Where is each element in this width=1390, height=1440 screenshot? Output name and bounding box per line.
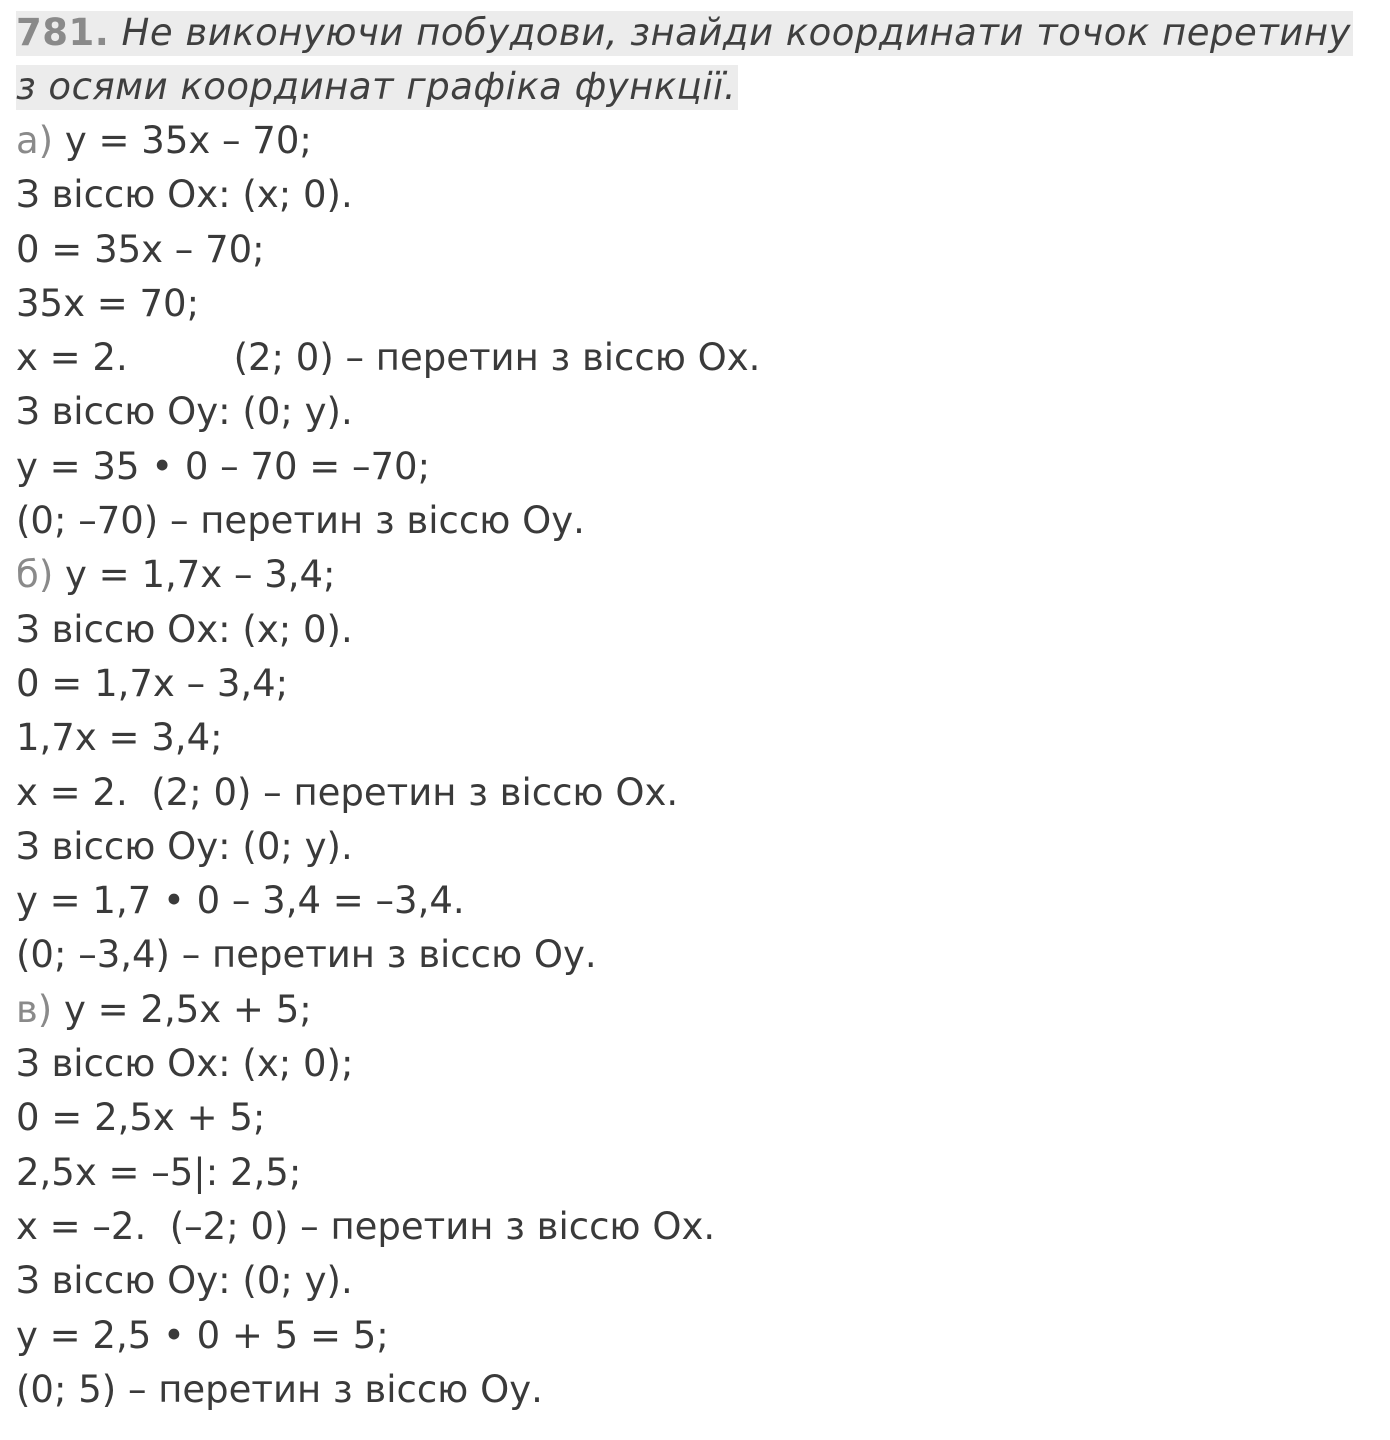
- solution-line: [16, 1037, 1376, 1091]
- line-text: 0 = 1,7х – 3,4;: [16, 661, 289, 705]
- solution-line: [16, 168, 1376, 222]
- solution-line: [16, 874, 1376, 928]
- solution-line: [16, 657, 1376, 711]
- line-text: у = 1,7х – 3,4;: [53, 553, 336, 597]
- line-text: х = 2. (2; 0) – перетин з віссю Ох.: [16, 770, 679, 814]
- solution-line: [16, 223, 1376, 277]
- solution-line: [16, 1091, 1376, 1145]
- solution-line: [16, 1146, 1376, 1200]
- line-text: х = 2. (2; 0) – перетин з віссю Ох.: [16, 336, 761, 380]
- solution-line: [16, 1200, 1376, 1254]
- line-text: y = 35x – 70;: [53, 119, 312, 162]
- line-text: (0; 5) – перетин з віссю Оу.: [16, 1367, 543, 1411]
- line-text: (0; –3,4) – перетин з віссю Оу.: [16, 933, 597, 977]
- line-text: 0 = 35х – 70;: [16, 227, 265, 271]
- line-text: у = 35 • 0 – 70 = –70;: [16, 444, 431, 488]
- task-number: 781.: [16, 11, 110, 54]
- solution-line: [16, 114, 1376, 168]
- solution-page: [16, 6, 1376, 1417]
- line-text: (0; –70) – перетин з віссю Оу.: [16, 499, 585, 543]
- line-text: З віссю Оу: (0; у).: [16, 1259, 353, 1303]
- line-text: З віссю Оу: (0; у).: [16, 824, 353, 868]
- solution-line: [16, 983, 1376, 1037]
- line-text: у = 2,5 • 0 + 5 = 5;: [16, 1313, 389, 1357]
- line-text: у = 1,7 • 0 – 3,4 = –3,4.: [16, 879, 465, 923]
- solution-body: [16, 114, 1376, 1417]
- solution-line: [16, 277, 1376, 331]
- task-header: [16, 6, 1376, 114]
- solution-line: [16, 548, 1376, 602]
- solution-line: [16, 385, 1376, 439]
- solution-line: [16, 928, 1376, 982]
- line-text: у = 2,5х + 5;: [52, 987, 312, 1031]
- line-text: З віссю Ох: (х; 0).: [16, 607, 353, 651]
- line-text: х = –2. (–2; 0) – перетин з віссю Ох.: [16, 1204, 716, 1248]
- solution-line: [16, 331, 1376, 385]
- part-label: б): [16, 553, 54, 597]
- solution-line: [16, 1309, 1376, 1363]
- solution-line: [16, 494, 1376, 548]
- line-text: З віссю Ох: (х; 0);: [16, 1042, 354, 1086]
- task-statement: Не виконуючи побудови, знайди координати точок перетину з осями координат графіка функції.: [16, 11, 1351, 108]
- solution-line: [16, 766, 1376, 820]
- solution-line: [16, 711, 1376, 765]
- line-text: 2,5х = –5|: 2,5;: [16, 1150, 302, 1194]
- line-text: 35х = 70;: [16, 281, 200, 325]
- solution-line: [16, 1363, 1376, 1417]
- line-text: З віссю Ох: (х; 0).: [16, 173, 353, 217]
- solution-line: [16, 820, 1376, 874]
- line-text: 0 = 2,5х + 5;: [16, 1096, 266, 1140]
- line-text: З віссю Оу: (0; у).: [16, 390, 353, 434]
- part-label: в): [16, 987, 53, 1031]
- solution-line: [16, 603, 1376, 657]
- part-label: а): [16, 119, 54, 162]
- solution-line: [16, 1254, 1376, 1308]
- solution-line: [16, 440, 1376, 494]
- line-text: 1,7х = 3,4;: [16, 716, 223, 760]
